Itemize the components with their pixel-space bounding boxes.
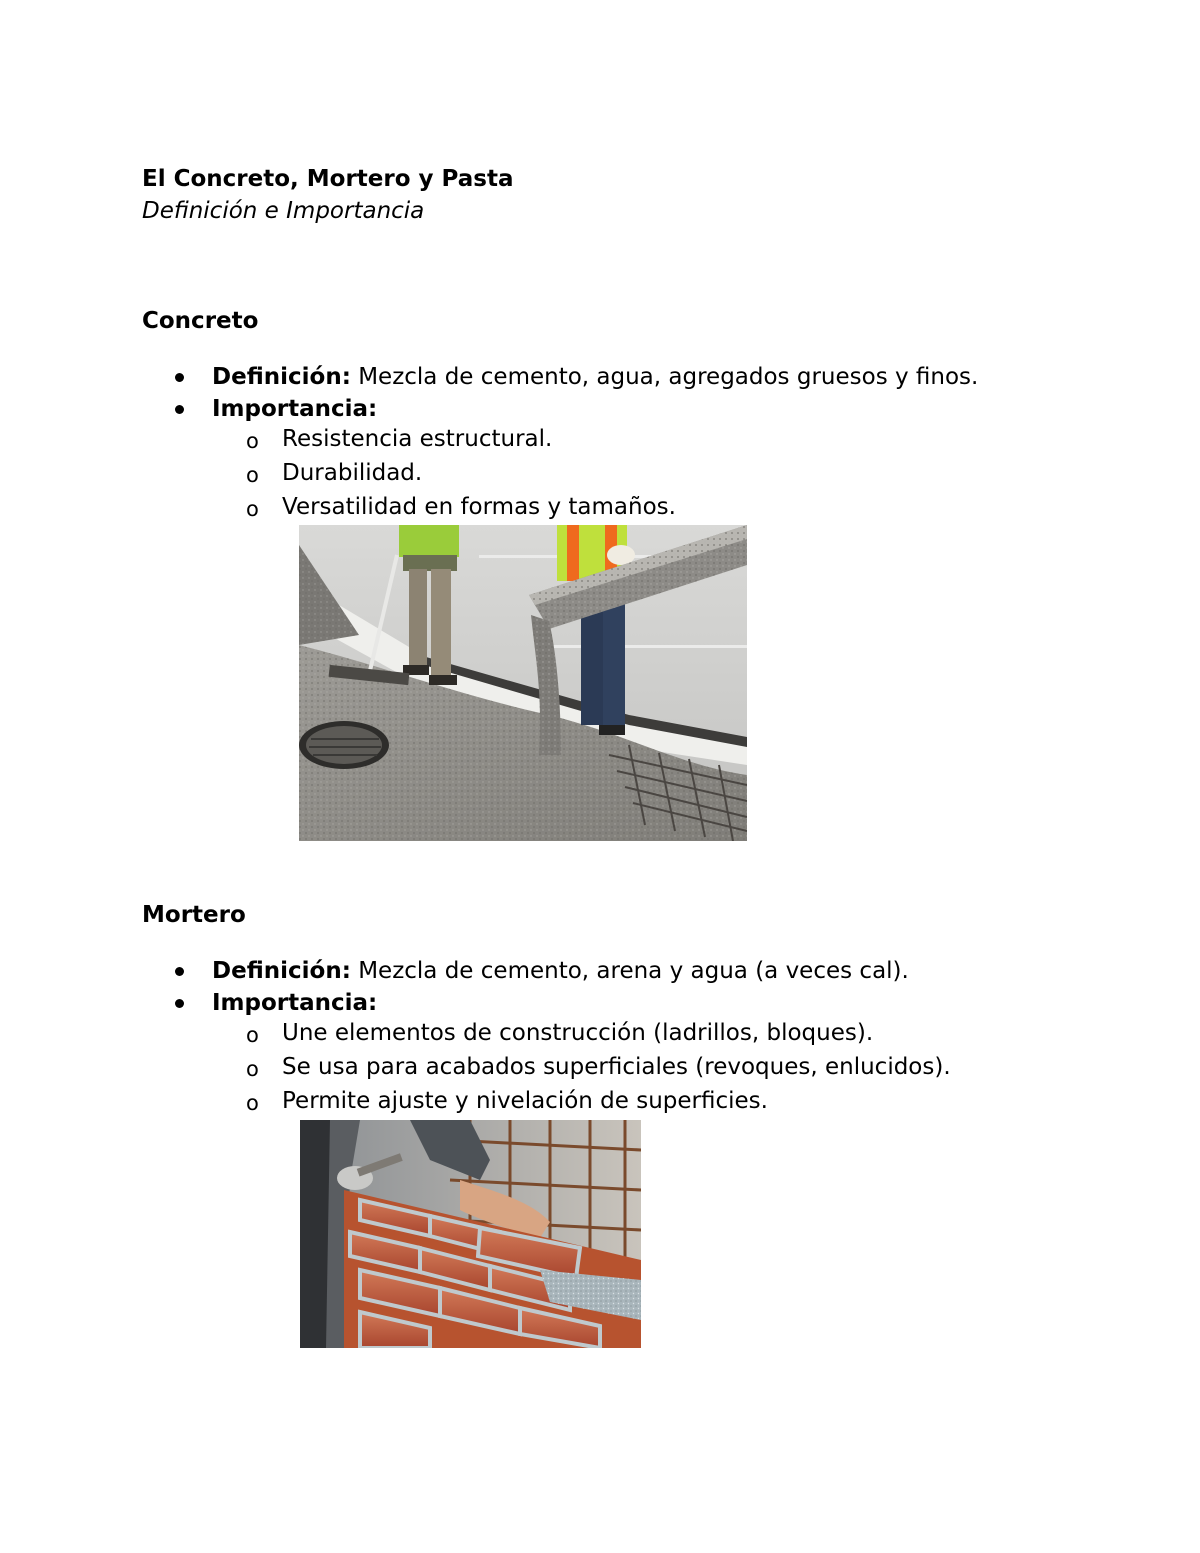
circle-bullet-icon: o [246, 1023, 259, 1047]
list-item: Durabilidad. [282, 460, 423, 486]
circle-bullet-icon: o [246, 463, 259, 487]
bricklaying-photo [300, 1120, 641, 1348]
concreto-definition [212, 362, 978, 392]
list-item: Permite ajuste y nivelación de superficies. [282, 1088, 768, 1114]
list-item: Une elementos de construcción (ladrillos, bloques). [282, 1020, 874, 1046]
list-item: Resistencia estructural. [282, 426, 553, 452]
document-title: El Concreto, Mortero y Pasta [142, 166, 514, 192]
importance-label: Importancia: [212, 990, 378, 1016]
circle-bullet-icon: o [246, 1057, 259, 1081]
definition-label: Definición: [212, 958, 351, 984]
definition-text: Mezcla de cemento, arena y agua (a veces cal). [350, 958, 909, 984]
document-subtitle: Definición e Importancia [142, 198, 425, 224]
mortero-definition [212, 956, 909, 986]
section-heading-mortero: Mortero [142, 902, 246, 928]
concrete-pouring-photo [299, 525, 747, 841]
mortero-importance [212, 988, 377, 1018]
definition-text: Mezcla de cemento, agua, agregados gruesos y finos. [350, 364, 979, 390]
circle-bullet-icon: o [246, 497, 259, 521]
circle-bullet-icon: o [246, 1091, 259, 1115]
importance-label: Importancia: [212, 396, 378, 422]
list-item: Versatilidad en formas y tamaños. [282, 494, 676, 520]
definition-label: Definición: [212, 364, 351, 390]
circle-bullet-icon: o [246, 429, 259, 453]
concreto-importance [212, 394, 377, 424]
section-heading-concreto: Concreto [142, 308, 259, 334]
list-item: Se usa para acabados superficiales (revoques, enlucidos). [282, 1054, 951, 1080]
